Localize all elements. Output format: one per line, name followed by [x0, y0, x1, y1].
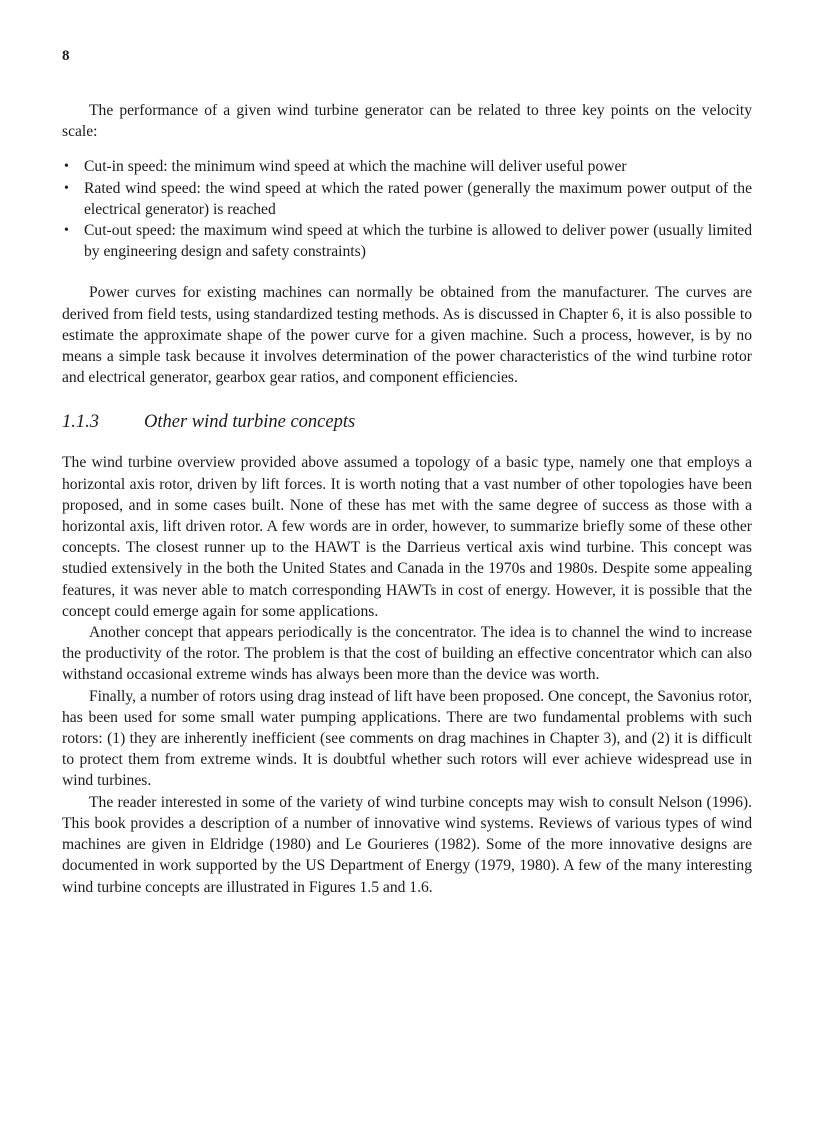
intro-paragraph: The performance of a given wind turbine generator can be related to three key points on the velocity scale:	[62, 102, 752, 141]
bullet-text-cut-in: Cut-in speed: the minimum wind speed at which the machine will deliver useful power	[84, 158, 627, 176]
bullet-list	[62, 156, 752, 262]
section-paragraph-2: Another concept that appears periodically is the concentrator. The idea is to channel the wind to increase the productivity of the rotor. The problem is that the cost of building an effective concentrator which can also withstand occasional extreme winds has always been more than the device was worth.	[62, 624, 752, 684]
section-number: 1.1.3	[62, 412, 99, 433]
list-item	[62, 220, 752, 262]
bullet-icon: •	[64, 159, 69, 175]
section-heading	[62, 410, 752, 434]
list-item	[62, 178, 752, 220]
section-title: Other wind turbine concepts	[144, 412, 356, 433]
power-curves-paragraph: Power curves for existing machines can normally be obtained from the manufacturer. The curves are derived from field tests, using standardized testing methods. As is discussed in Chapter 6, it is also possible to estimate the approximate shape of the power curve for a given machine. Such a process, however, is by no means a simple task because it involves determination of the power characteristics of the wind turbine rotor and electrical generator, gearbox gear ratios, and component efficiencies.	[62, 284, 752, 387]
section-paragraph-3: Finally, a number of rotors using drag instead of lift have been proposed. One concept, the Savonius rotor, has been used for some small water pumping applications. There are two fundamental problems with such rotors: (1) they are inherently inefficient (see comments on drag machines in Chapter 3), and (2) it is difficult to protect them from extreme winds. It is doubtful whether such rotors will ever achieve widespread use in wind turbines.	[62, 687, 752, 790]
page-number: 8	[62, 48, 70, 64]
bullet-icon: •	[64, 180, 69, 196]
section-paragraph-1: The wind turbine overview provided above assumed a topology of a basic type, namely one that employs a horizontal axis rotor, driven by lift forces. It is worth noting that a vast number of other topologies have been proposed, and in some cases built. None of these has met with the same degree of success as those with a horizontal axis, lift driven rotor. A few words are in order, however, to summarize briefly some of these other concepts. The closest runner up to the HAWT is the Darrieus vertical axis wind turbine. This concept was studied extensively in the both the United States and Canada in the 1970s and 1980s. Despite some appealing features, it was never able to match corresponding HAWTs in cost of energy. However, it is possible that the concept could emerge again for some applications.	[62, 454, 752, 620]
bullet-icon: •	[64, 223, 69, 239]
list-item	[62, 156, 752, 177]
bullet-text-cut-out: Cut-out speed: the maximum wind speed at which the turbine is allowed to deliver power (usually limited by engineering design and safety constraints)	[84, 222, 752, 261]
section-paragraph-4: The reader interested in some of the variety of wind turbine concepts may wish to consult Nelson (1996). This book provides a description of a number of innovative wind systems. Reviews of various types of wind machines are given in Eldridge (1980) and Le Gourieres (1982). Some of the more innovative designs are documented in work supported by the US Department of Energy (1979, 1980). A few of the many interesting wind turbine concepts are illustrated in Figures 1.5 and 1.6.	[62, 793, 752, 896]
document-page	[62, 46, 752, 898]
bullet-text-rated: Rated wind speed: the wind speed at which the rated power (generally the maximum power output of the electrical generator) is reached	[84, 179, 752, 218]
